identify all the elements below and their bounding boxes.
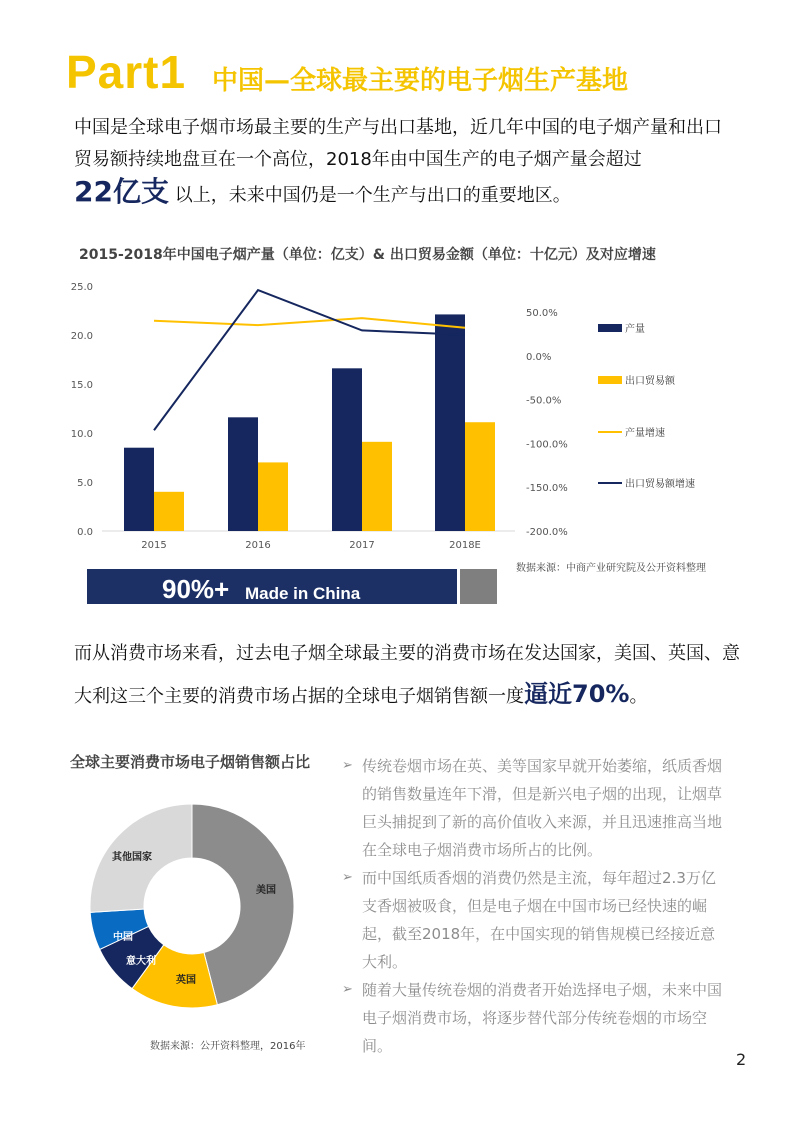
intro-paragraph: [74, 112, 734, 212]
para2-highlight: 逼近70%: [524, 680, 630, 708]
pie-slice-label: 意大利: [126, 956, 156, 967]
para2-text: 而从消费市场来看，过去电子烟全球最主要的消费市场在发达国家，美国、英国、意大利这三个主要的消费市场占据的全球电子烟销售额一度: [74, 643, 740, 707]
bar-production: [332, 368, 362, 531]
intro-text-2: 以上，未来中国仍是一个生产与出口的重要地区。: [168, 185, 571, 206]
bar-production: [228, 417, 258, 531]
bullet-item: ➢ 而中国纸质香烟的消费仍然是主流，每年超过2.3万亿支香烟被吸食，但是电子烟在中国市场已经快速的崛起，截至2018年，在中国实现的销售规模已经接近意大利。: [342, 864, 722, 976]
arrow-bullet-icon: ➢: [342, 758, 353, 773]
legend-swatch: [598, 376, 622, 384]
bar-production: [435, 314, 465, 531]
y2-axis-tick-label: 50.0%: [526, 308, 558, 319]
x-axis-tick-label: 2015: [141, 540, 167, 551]
legend-label: 产量增速: [625, 428, 665, 439]
banner-percentage: 90%+: [162, 574, 230, 604]
intro-text-1: 中国是全球电子烟市场最主要的生产与出口基地，近几年中国的电子烟产量和出口贸易额持续地盘亘在一个高位，2018年由中国生产的电子烟产量会超过: [74, 117, 722, 170]
y-axis-tick-label: 10.0: [70, 429, 93, 440]
pie-slice-label: 其他国家: [112, 852, 152, 863]
y-axis-tick-label: 20.0: [70, 331, 93, 342]
bar-production: [124, 448, 154, 531]
chart1-source: 数据来源：中商产业研究院及公开资料整理: [516, 563, 706, 574]
page-title: 中国—全球最主要的电子烟生产基地: [212, 66, 629, 96]
y-axis-tick-label: 0.0: [77, 527, 93, 538]
market-share-pie-chart: [60, 780, 330, 1040]
para2-end: 。: [629, 686, 648, 707]
arrow-bullet-icon: ➢: [342, 982, 353, 997]
legend-label: 出口贸易额增速: [625, 479, 695, 490]
line-export-growth: [154, 290, 465, 430]
banner-grey-segment: [460, 569, 497, 604]
arrow-bullet-icon: ➢: [342, 870, 353, 885]
bar-export: [258, 462, 288, 531]
x-axis-tick-label: 2017: [349, 540, 375, 551]
bullet-item: ➢ 传统卷烟市场在英、美等国家早就开始萎缩，纸质香烟的销售数量连年下滑，但是新兴电子烟的出现，让烟草巨头捕捉到了新的高价值收入来源，并且迅速推高当地在全球电子烟消费市场所占的比例。: [342, 752, 722, 864]
y-axis-tick-label: 15.0: [70, 380, 93, 391]
pie-slice-label: 美国: [256, 885, 276, 896]
y-axis-tick-label: 25.0: [70, 282, 93, 293]
bar-export: [465, 422, 495, 531]
production-export-chart: [0, 270, 794, 570]
legend-label: 出口贸易额: [625, 376, 675, 387]
legend-label: 产量: [625, 324, 645, 335]
consumption-paragraph: [74, 634, 744, 717]
y2-axis-tick-label: -100.0%: [526, 439, 568, 451]
bullet-list: [342, 752, 722, 1060]
intro-highlight: 22亿支: [74, 175, 169, 208]
page-number: 2: [736, 1050, 747, 1069]
x-axis-tick-label: 2016: [245, 540, 271, 551]
part-number: Part1: [66, 46, 187, 98]
y-axis-tick-label: 5.0: [77, 478, 93, 489]
pie-source: 数据来源：公开资料整理，2016年: [150, 1041, 306, 1052]
bar-export: [362, 442, 392, 531]
pie-slice-label: 中国: [113, 932, 133, 943]
pie-chart-title: 全球主要消费市场电子烟销售额占比: [70, 753, 311, 771]
banner-label: Made in China: [245, 584, 361, 603]
x-axis-tick-label: 2018E: [449, 540, 481, 551]
y2-axis-tick-label: -150.0%: [526, 483, 568, 495]
production-chart-title: 2015-2018年中国电子烟产量（单位：亿支）& 出口贸易金额（单位：十亿元）及对应增速: [79, 247, 656, 263]
y2-axis-tick-label: -50.0%: [526, 395, 562, 407]
legend-swatch: [598, 324, 622, 332]
bar-export: [154, 492, 184, 531]
y2-axis-tick-label: -200.0%: [526, 527, 568, 538]
y2-axis-tick-label: 0.0%: [526, 351, 552, 363]
line-production-growth: [154, 318, 465, 328]
pie-slice-label: 英国: [176, 975, 196, 986]
bullet-item: ➢ 随着大量传统卷烟的消费者开始选择电子烟，未来中国电子烟消费市场，将逐步替代部分传统卷烟的市场空间。: [342, 976, 722, 1060]
